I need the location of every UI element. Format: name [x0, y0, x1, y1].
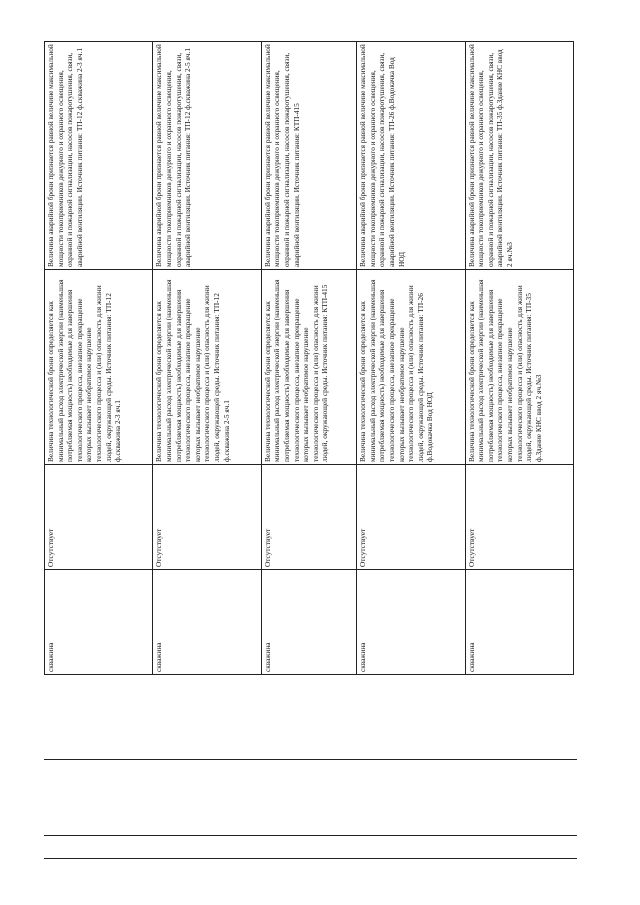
emergency-armor-cell: Величина аварийной брони признается равной величине максимальной мощности токоприемников дежурного и охранного освещения, охранной и пожарной сигнализации, насосов пожаротушения, связи, аварийной вентиляции. Источник питания: ТП-12 ф.скважина 2-5 яч.1 [153, 42, 261, 270]
emergency-armor-cell: Величина аварийной брони признается равной величине максимальной мощности токоприемников дежурного и охранного освещения, охранной и пожарной сигнализации, насосов пожаротушения, связи, аварийной вентиляции. Источник питания: ТП-12 ф.скважина 2-3 яч.1 [45, 42, 153, 270]
object-name-cell: скважина [153, 570, 261, 675]
table-row [153, 42, 261, 675]
reference-cell: Отсутствует [45, 465, 153, 570]
object-name-cell: скважина [357, 570, 465, 675]
object-name-cell: скважина [261, 570, 356, 675]
reference-cell: Отсутствует [357, 465, 465, 570]
object-name-cell: скважина [45, 570, 153, 675]
reference-cell: Отсутствует [261, 465, 356, 570]
table-row [261, 42, 356, 675]
object-name-cell: скважина [465, 570, 573, 675]
table-row [45, 42, 153, 675]
technological-armor-cell: Величина технологической брони определяется как минимальный расход электрической энергии (наименьшая потребляемая мощность) необходимые для завершения технологического процесса, внезапное прекращение которых вызывает необратимое нарушение технологического процесса и (или) опасность для жизни людей, окружающей среды. Источник питания: ТП-35 ф.Здание КНС ввод 2 яч.№3 [465, 270, 573, 465]
emergency-armor-cell: Величина аварийной брони признается равной величине максимальной мощности токоприемников дежурного и охранного освещения, охранной и пожарной сигнализации, насосов пожаротушения, связи, аварийной вентиляции. Источник питания: КТП-415 [261, 42, 356, 270]
table-row [465, 42, 573, 675]
table-bottom-rule [44, 858, 577, 859]
reference-cell: Отсутствует [153, 465, 261, 570]
technological-armor-cell: Величина технологической брони определяется как минимальный расход электрической энергии (наименьшая потребляемая мощность) необходимые для завершения технологического процесса, внезапное прекращение которых вызывает необратимое нарушение технологического процесса и (или) опасность для жизни людей, окружающей среды. Источник питания: ТП-12 ф.скважина 2-3 яч.1 [45, 270, 153, 465]
empty-table-band [44, 835, 577, 859]
rotated-page [44, 44, 574, 675]
empty-table-band [44, 759, 577, 836]
emergency-armor-cell: Величина аварийной брони признается равной величине максимальной мощности токоприемников дежурного и охранного освещения, охранной и пожарной сигнализации, насосов пожаротушения, связи, аварийной вентиляции. Источник питания: ТП-26 ф.Водокачка Вод НОД [357, 42, 465, 270]
emergency-armor-cell: Величина аварийной брони признается равной величине максимальной мощности токоприемников дежурного и охранного освещения, охранной и пожарной сигнализации, насосов пожаротушения, связи, аварийной вентиляции. Источник питания: ТП-35 ф.Здание КНС ввод 2 яч.№3 [465, 42, 573, 270]
table-row [357, 42, 465, 675]
technological-armor-cell: Величина технологической брони определяется как минимальный расход электрической энергии (наименьшая потребляемая мощность) необходимые для завершения технологического процесса, внезапное прекращение которых вызывает необратимое нарушение технологического процесса и (или) опасность для жизни людей, окружающей среды. Источник питания: ТП-26 ф.Водокачка Вод НОД [357, 270, 465, 465]
armor-table [44, 41, 574, 675]
reference-cell: Отсутствует [465, 465, 573, 570]
technological-armor-cell: Величина технологической брони определяется как минимальный расход электрической энергии (наименьшая потребляемая мощность) необходимые для завершения технологического процесса, внезапное прекращение которых вызывает необратимое нарушение технологического процесса и (или) опасность для жизни людей, окружающей среды. Источник питания: КТП-415 [261, 270, 356, 465]
technological-armor-cell: Величина технологической брони определяется как минимальный расход электрической энергии (наименьшая потребляемая мощность) необходимые для завершения технологического процесса, внезапное прекращение которых вызывает необратимое нарушение технологического процесса и (или) опасность для жизни людей, окружающей среды. Источник питания: ТП-12 ф.скважина 2-5 яч.1 [153, 270, 261, 465]
